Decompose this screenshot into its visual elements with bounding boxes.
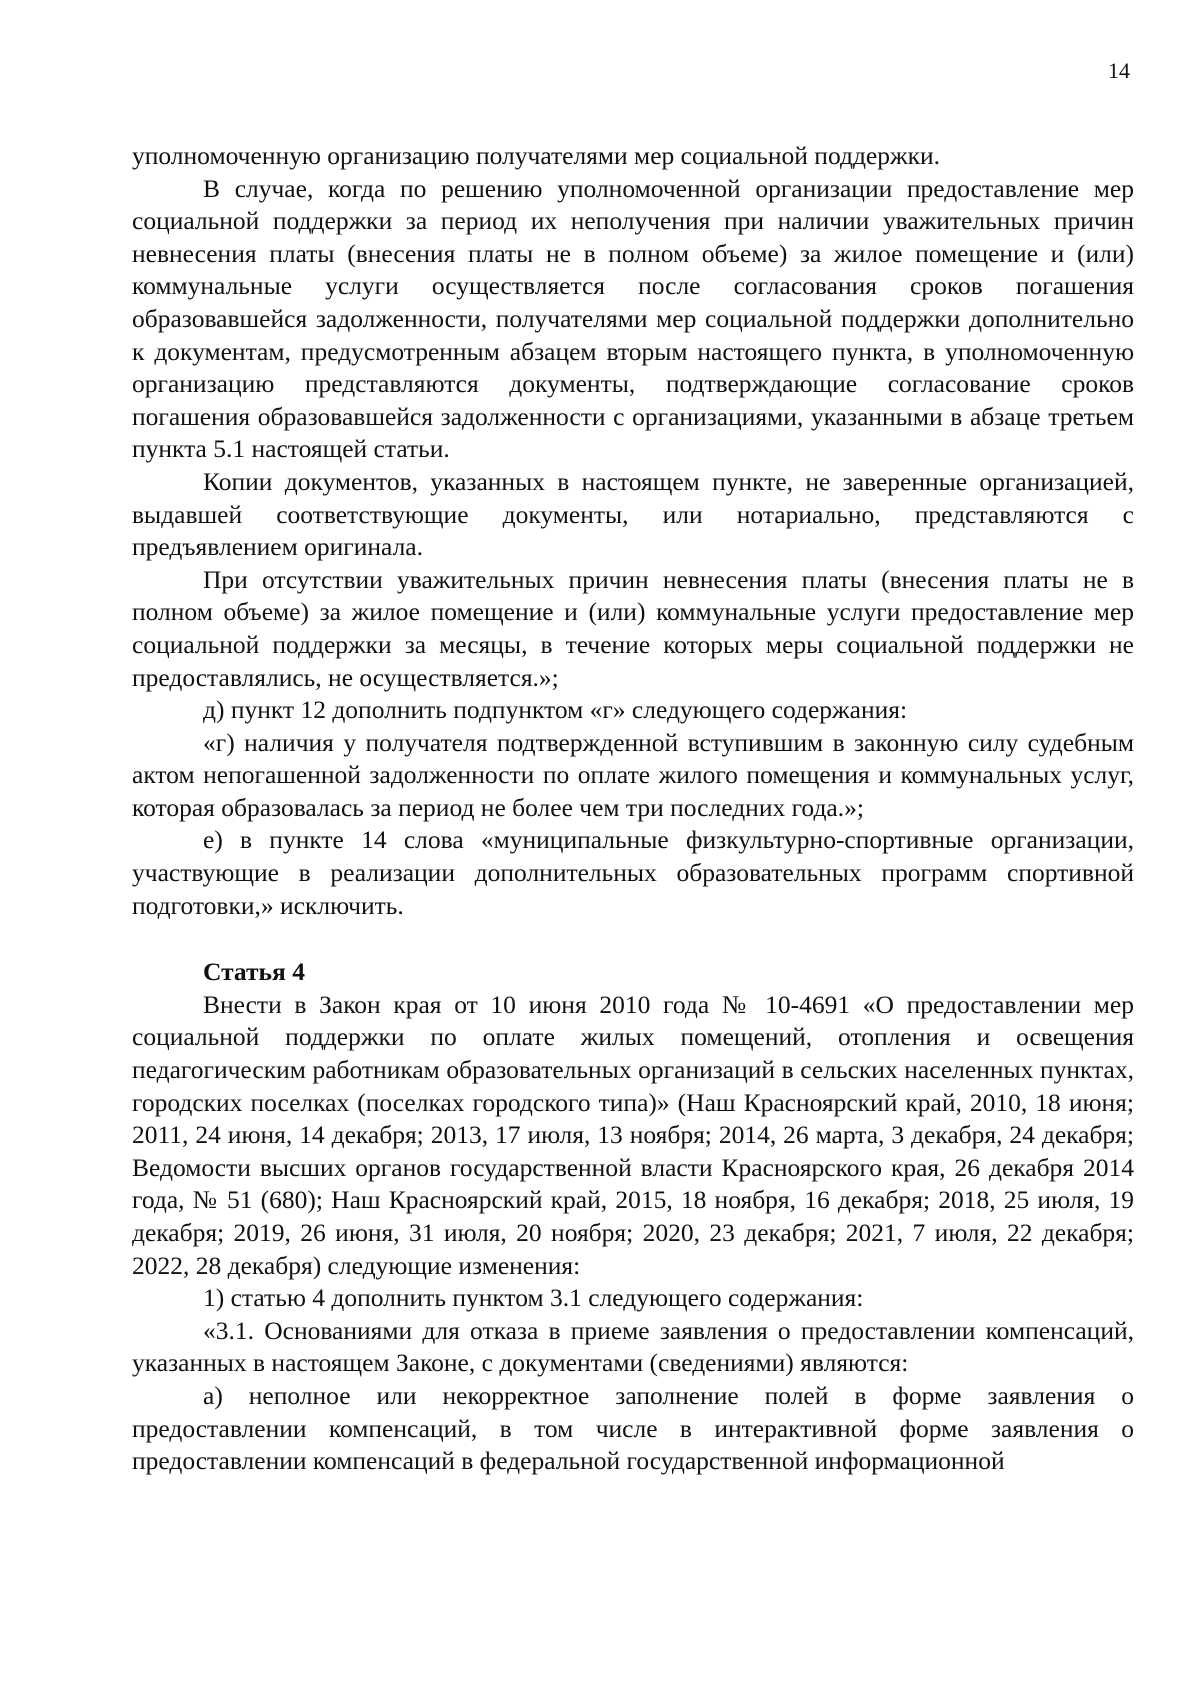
paragraph: «г) наличия у получателя подтвержденной вступившим в законную силу судебным актом непогашенной задолженности по оплате жилого помещения и коммунальных услуг, которая образовалась за период не более чем три последних года.»; — [132, 727, 1134, 822]
document-body — [132, 140, 1134, 1478]
paragraph: е) в пункте 14 слова «муниципальные физкультурно-спортивные организации, участвующие в реализации дополнительных образовательных программ спортивной подготовки,» исключить. — [132, 825, 1134, 920]
article-heading: Статья 4 — [203, 957, 305, 987]
paragraph: В случае, когда по решению уполномоченной организации предоставление мер социальной поддержки за период их неполучения при наличии уважительных причин невнесения платы (внесения платы не в полном объеме) за жилое помещение и (или) коммунальные услуги осуществляется после согласования сроков погашения образовавшейся задолженности, получателями мер социальной поддержки дополнительно к документам, предусмотренным абзацем вторым настоящего пункта, в уполномоченную организацию представляются документы, подтверждающие согласование сроков погашения образовавшейся задолженности с организациями, указанными в абзаце третьем пункта 5.1 настоящей статьи. — [132, 173, 1134, 464]
paragraph: д) пункт 12 дополнить подпунктом «г» следующего содержания: — [203, 695, 908, 725]
page-number: 14 — [1108, 58, 1130, 83]
paragraph: Копии документов, указанных в настоящем пункте, не заверенные организацией, выдавшей соответствующие документы, или нотариально, представляются с предъявлением оригинала. — [132, 466, 1134, 562]
paragraph: 1) статью 4 дополнить пунктом 3.1 следующего содержания: — [203, 1283, 864, 1313]
paragraph: Внести в Закон края от 10 июня 2010 года № 10-4691 «О предоставлении мер социальной поддержки по оплате жилых помещений, отопления и освещения педагогическим работникам образовательных организаций в сельских населенных пунктах, городских поселках (поселках городского типа)» (Наш Красноярский край, 2010, 18 июня; 2011, 24 июня, 14 декабря; 2013, 17 июля, 13 ноября; 2014, 26 марта, 3 декабря, 24 декабря; Ведомости высших органов государственной власти Красноярского края, 26 декабря 2014 года, № 51 (680); Наш Красноярский край, 2015, 18 ноября, 16 декабря; 2018, 25 июля, 19 декабря; 2019, 26 июня, 31 июля, 20 ноября; 2020, 23 декабря; 2021, 7 июля, 22 декабря; 2022, 28 декабря) следующие изменения: — [132, 989, 1134, 1280]
paragraph: уполномоченную организацию получателями мер социальной поддержки. — [132, 141, 941, 170]
paragraph: а) неполное или некорректное заполнение полей в форме заявления о предоставлении компенсаций, в том числе в интерактивной форме заявления о предоставлении компенсаций в федеральной государственной информационной — [132, 1380, 1134, 1476]
paragraph: «3.1. Основаниями для отказа в приеме заявления о предоставлении компенсаций, указанных в настоящем Законе, с документами (сведениями) являются: — [132, 1315, 1134, 1378]
paragraph: При отсутствии уважительных причин невнесения платы (внесения платы не в полном объеме) за жилое помещение и (или) коммунальные услуги предоставление мер социальной поддержки за месяцы, в течение которых меры социальной поддержки не предоставлялись, не осуществляется.»; — [132, 564, 1134, 692]
